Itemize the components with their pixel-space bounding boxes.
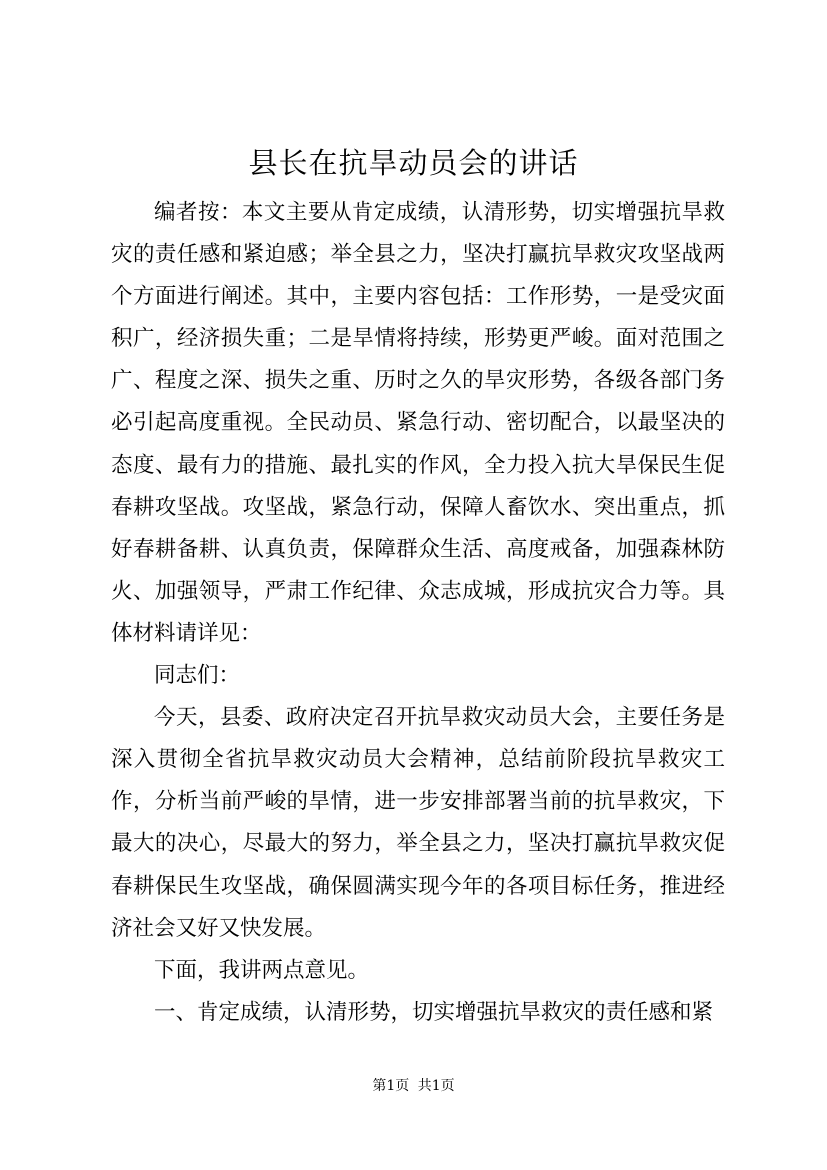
opening-paragraph: 今天，县委、政府决定召开抗旱救灾动员大会，主要任务是深入贯彻全省抗旱救灾动员大会精神，总结前阶段抗旱救灾工作，分析当前严峻的旱情，进一步安排部署当前的抗旱救灾，下最大的决心，尽最大的努力，举全县之力，坚决打赢抗旱救灾促春耕保民生攻坚战，确保圆满实现今年的各项目标任务，推进经济社会又好又快发展。 bbox=[111, 705, 725, 941]
transition-paragraph: 下面，我讲两点意见。 bbox=[154, 957, 370, 983]
document-title: 县长在抗旱动员会的讲话 bbox=[248, 146, 579, 180]
page-footer bbox=[0, 1076, 827, 1096]
editor-note-paragraph: 编者按：本文主要从肯定成绩，认清形势，切实增强抗旱救灾的责任感和紧迫感；举全县之力，坚决打赢抗旱救灾攻坚战两个方面进行阐述。其中，主要内容包括：工作形势，一是受灾面积广，经济损失重；二是旱情将持续，形势更严峻。面对范围之广、程度之深、损失之重、历时之久的旱灾形势，各级各部门务必引起高度重视。全民动员、紧急行动、密切配合，以最坚决的态度、最有力的措施、最扎实的作风，全力投入抗大旱保民生促春耕攻坚战。攻坚战，紧急行动，保障人畜饮水、突出重点，抓好春耕备耕、认真负责，保障群众生活、高度戒备，加强森林防火、加强领导，严肃工作纪律、众志成城，形成抗灾合力等。具体材料请详见： bbox=[111, 200, 725, 646]
salutation-paragraph: 同志们： bbox=[154, 663, 241, 689]
page-total: 共1页 bbox=[417, 1078, 455, 1094]
page-number: 第1页 bbox=[372, 1078, 410, 1094]
section-heading-paragraph: 一、肯定成绩，认清形势，切实增强抗旱救灾的责任感和紧 bbox=[154, 999, 714, 1025]
document-body bbox=[111, 192, 725, 1034]
